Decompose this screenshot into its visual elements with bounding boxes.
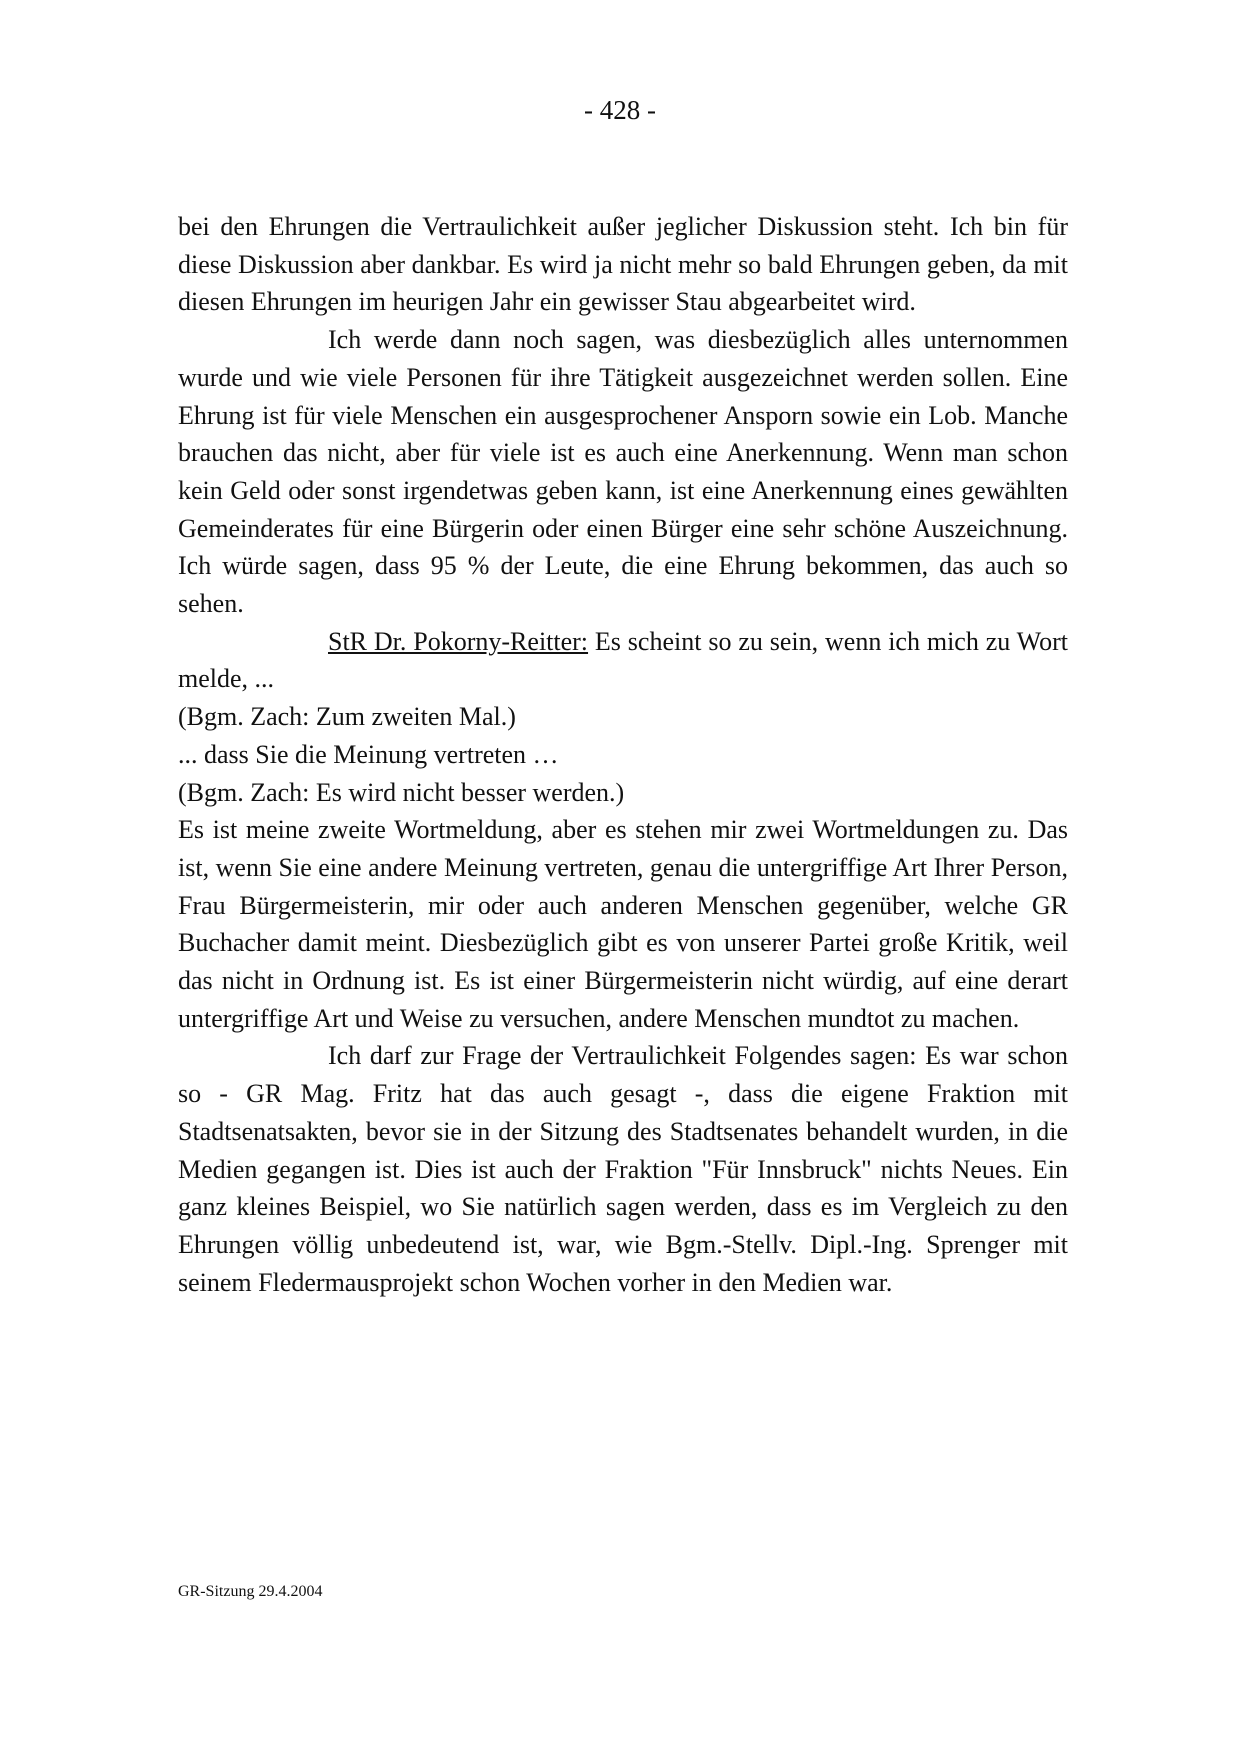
interjection-1: (Bgm. Zach: Zum zweiten Mal.) [178,702,516,732]
paragraph-2: Ich werde dann noch sagen, was diesbezüglich alles unternommen wurde und wie viele Personen für ihre Tätigkeit ausgezeichnet werden sollen. Eine Ehrung ist für viele Menschen ein ausgesprochener Ansporn sowie ein Lob. Manche brauchen das nicht, aber für viele ist es auch eine Anerkennung. Wenn man schon kein Geld oder sonst irgendetwas geben kann, ist eine Anerkennung eines gewählten Gemeinderates für eine Bürgerin oder einen Bürger eine sehr schöne Auszeichnung. Ich würde sagen, dass 95 % der Leute, die eine Ehrung bekommen, das auch so sehen. [178,325,1068,619]
paragraph-1: bei den Ehrungen die Vertraulichkeit außer jeglicher Diskussion steht. Ich bin für diese Diskussion aber dankbar. Es wird ja nicht mehr so bald Ehrungen geben, da mit diesen Ehrungen im heurigen Jahr ein gewisser Stau abgearbeitet wird. [178,212,1068,317]
document-body [178,208,1068,1301]
speaker-name: StR Dr. Pokorny-Reitter: [328,626,589,656]
footer-session-date: GR-Sitzung 29.4.2004 [178,1583,323,1600]
page-number: - 428 - [584,95,656,125]
interjection-2: (Bgm. Zach: Es wird nicht besser werden.) [178,777,625,807]
paragraph-5: Ich darf zur Frage der Vertraulichkeit Folgendes sagen: Es war schon so - GR Mag. Fritz hat das auch gesagt -, dass die eigene Fraktion mit Stadtsenatsakten, bevor sie in der Sitzung des Stadtsenates behandelt wurden, in die Medien gegangen ist. Dies ist auch der Fraktion "Für Innsbruck" nichts Neues. Ein ganz kleines Beispiel, wo Sie natürlich sagen werden, dass es im Vergleich zu den Ehrungen völlig unbedeutend ist, war, wie Bgm.-Stellv. Dipl.-Ing. Sprenger mit seinem Fledermausprojekt schon Wochen vorher in den Medien war. [178,1041,1068,1297]
continued-line: ... dass Sie die Meinung vertreten … [178,739,559,769]
paragraph-3-text: Es scheint so zu sein, wenn ich mich zu Wort melde, ... [178,626,1068,694]
paragraph-4: Es ist meine zweite Wortmeldung, aber es stehen mir zwei Wortmeldungen zu. Das ist, wenn Sie eine andere Meinung vertreten, genau die untergriffige Art Ihrer Person, Frau Bürgermeisterin, mir oder auch anderen Menschen gegenüber, welche GR Buchacher damit meint. Diesbezüglich gibt es von unserer Partei große Kritik, weil das nicht in Ordnung ist. Es ist einer Bürgermeisterin nicht würdig, auf eine derart untergriffige Art und Weise zu versuchen, andere Menschen mundtot zu machen. [178,815,1068,1033]
paragraph-3 [178,623,1068,698]
